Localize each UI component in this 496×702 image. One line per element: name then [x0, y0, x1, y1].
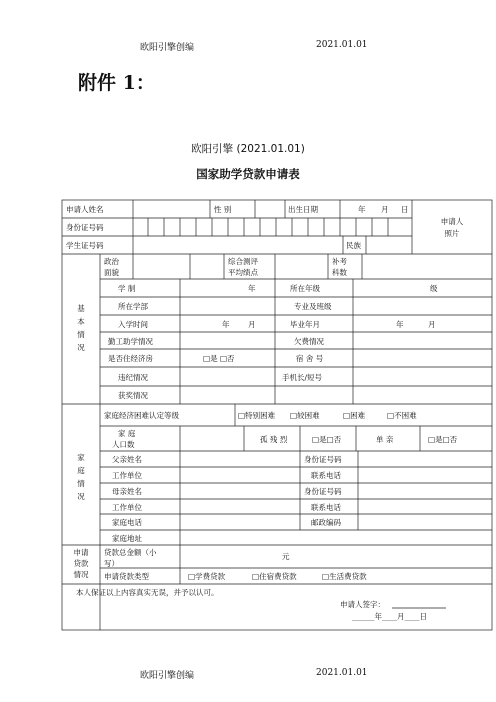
basic-info-char-4: 况 — [77, 343, 85, 352]
hardship-level-label: 家庭经济困难认定等级 — [104, 411, 179, 420]
single-parent-label: 单 亲 — [376, 435, 394, 444]
orphan-yes-no: □是□否 — [312, 435, 342, 444]
dorm-no-label: 宿 舍 号 — [296, 354, 324, 363]
orphan-label: 孤 残 烈 — [260, 435, 288, 444]
loan-total-label-2: 写） — [104, 559, 119, 568]
department-label: 所在学部 — [118, 302, 148, 311]
ethnicity-label: 民族 — [346, 241, 361, 250]
political-label-2: 面貌 — [104, 268, 119, 277]
basic-info-char-3: 情 — [77, 330, 85, 339]
score-label-1: 综合测评 — [228, 257, 258, 266]
family-address-label: 家庭地址 — [112, 534, 142, 543]
father-id-label: 身份证号码 — [304, 455, 342, 464]
score-label-2: 平均绩点 — [228, 268, 258, 277]
student-id-label: 学生证号码 — [66, 241, 104, 250]
loan-option-tuition: □学费贷款 — [188, 572, 226, 581]
form-title: 国家助学贷款申请表 — [196, 167, 300, 181]
author-line: 欧阳引擎 (2021.01.01) — [191, 143, 305, 155]
work-study-label: 勤工助学情况 — [108, 337, 153, 346]
applicant-name-label: 申请人姓名 — [66, 205, 104, 214]
footer-left: 欧阳引擎创编 — [140, 671, 195, 681]
declaration-text: 本人保证以上内容真实无误，并予以认可。 — [76, 588, 219, 597]
hardship-room-label: 是否住经济房 — [108, 354, 153, 363]
phone-label: 手机长/短号 — [282, 373, 323, 382]
family-char-3: 情 — [77, 479, 85, 488]
family-char-4: 况 — [77, 492, 85, 501]
single-parent-yes-no: □是□否 — [428, 435, 458, 444]
family-char-1: 家 — [77, 453, 85, 462]
birth-year-unit: 年 — [358, 205, 366, 214]
birth-month-unit: 月 — [381, 205, 389, 214]
discipline-label: 违纪情况 — [118, 373, 148, 382]
makeup-label-1: 补考 — [332, 257, 347, 266]
loan-amount-unit: 元 — [282, 552, 290, 561]
grad-year-label: 毕业年月 — [290, 320, 320, 329]
footer-date: 2021.01.01 — [316, 668, 368, 678]
id-number-label: 身份证号码 — [66, 223, 104, 232]
loan-total-label-1: 贷款总金额（小 — [104, 548, 157, 557]
mother-name-label: 母亲姓名 — [112, 487, 142, 496]
header-left: 欧阳引擎创编 — [140, 43, 195, 53]
mother-phone-label: 联系电话 — [311, 503, 341, 512]
mother-work-label: 工作单位 — [112, 503, 142, 512]
schooling-label: 学 制 — [118, 284, 136, 293]
schooling-year-unit: 年 — [248, 284, 256, 293]
family-size-label-2: 人口数 — [112, 440, 135, 449]
birth-day-unit: 日 — [401, 205, 409, 214]
arrears-label: 欠费情况 — [294, 337, 324, 346]
attachment-label: 附件 1： — [78, 72, 155, 94]
family-char-2: 庭 — [77, 466, 85, 475]
political-label-1: 政治 — [104, 257, 119, 266]
photo-label-1: 申请人 — [440, 217, 464, 226]
level-option-special: □特别困难 — [238, 411, 276, 420]
loan-label-1: 申请 — [73, 548, 89, 557]
loan-option-living: □生活费贷款 — [322, 572, 367, 581]
father-phone-label: 联系电话 — [311, 471, 341, 480]
signature-label: 申请人签字： — [340, 600, 385, 609]
loan-option-housing: □住宿费贷款 — [252, 572, 297, 581]
mother-id-label: 身份证号码 — [304, 487, 342, 496]
grade-label: 所在年级 — [290, 284, 320, 293]
hardship-room-yes-no: □是 □否 — [203, 354, 235, 363]
postal-code-label: 邮政编码 — [311, 518, 341, 527]
grad-year-unit: 年 — [396, 320, 404, 329]
level-option-fairly: □较困难 — [290, 411, 320, 420]
major-class-label: 专业及班级 — [294, 302, 332, 311]
family-phone-label: 家庭电话 — [112, 518, 142, 527]
family-size-label-1: 家 庭 — [118, 429, 136, 438]
photo-label-2: 照片 — [444, 229, 460, 238]
father-work-label: 工作单位 — [112, 471, 142, 480]
loan-label-2: 贷款 — [73, 559, 89, 568]
enroll-time-label: 入学时间 — [118, 320, 148, 329]
enroll-year-unit: 年 — [222, 320, 230, 329]
awards-label: 获奖情况 — [118, 391, 148, 400]
basic-info-char-1: 基 — [77, 304, 85, 313]
makeup-label-2: 科数 — [332, 268, 347, 277]
basic-info-char-2: 本 — [77, 317, 85, 326]
level-option-difficult: □困难 — [343, 411, 366, 420]
level-option-none: □不困难 — [387, 411, 417, 420]
loan-label-3: 情况 — [73, 570, 89, 579]
father-name-label: 父亲姓名 — [112, 455, 142, 464]
loan-type-label: 申请贷款类型 — [104, 572, 149, 581]
birth-date-label: 出生日期 — [288, 205, 318, 214]
grad-month-unit: 月 — [428, 320, 436, 329]
signature-date: ______年____月____日 — [352, 612, 427, 621]
gender-label: 性 别 — [214, 205, 232, 214]
enroll-month-unit: 月 — [248, 320, 256, 329]
grade-unit: 级 — [430, 284, 438, 293]
header-date: 2021.01.01 — [316, 40, 368, 50]
form-text — [66, 204, 464, 621]
